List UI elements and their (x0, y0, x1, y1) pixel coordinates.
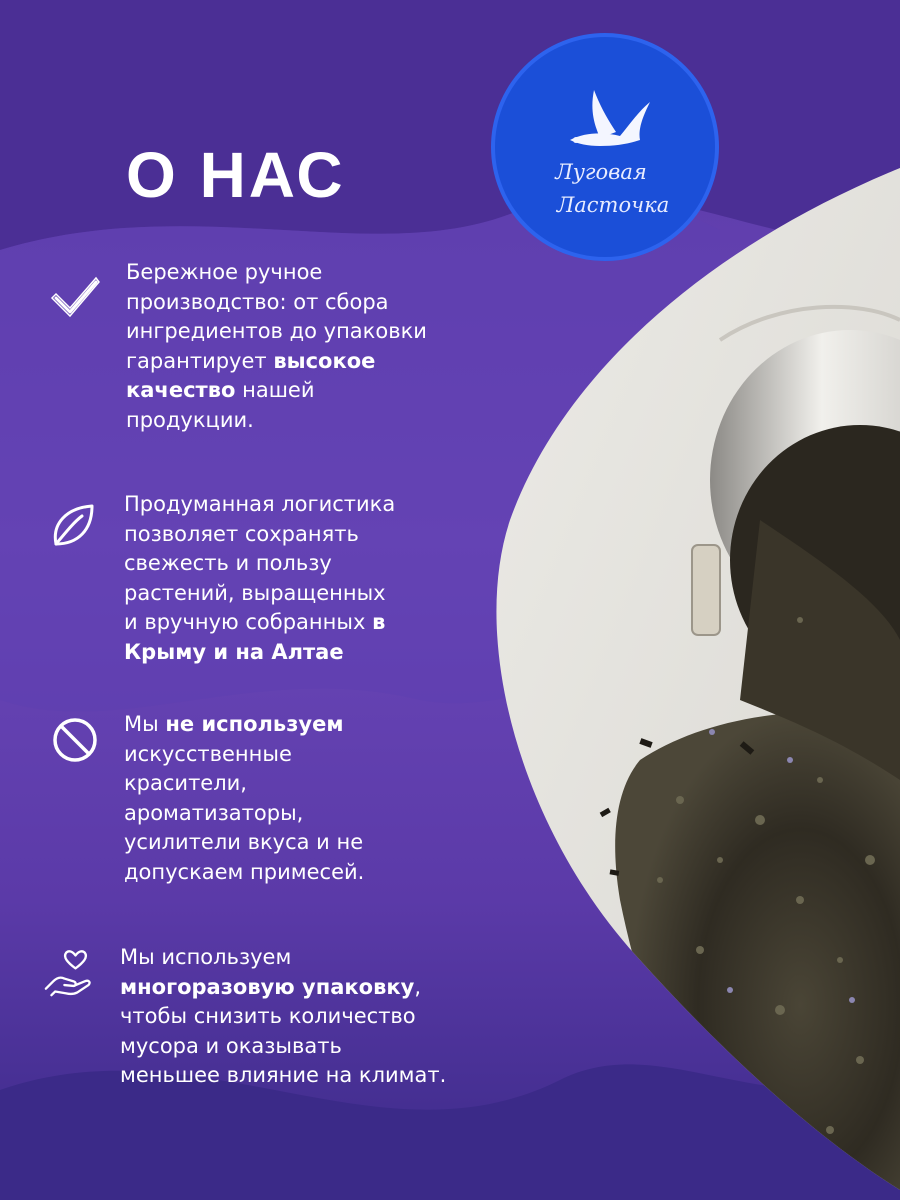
feature-text-line (124, 740, 364, 770)
feature-text-run: ингредиентов до упаковки (126, 319, 427, 343)
feature-text-bold: в (372, 610, 386, 634)
logo-badge (490, 32, 720, 262)
feature-text-line (124, 520, 395, 550)
check-icon (50, 272, 100, 322)
feature-text-bold: многоразовую упаковку (120, 974, 415, 999)
feature-text-run: мусора и оказывать (120, 1033, 342, 1058)
feature-text (120, 943, 446, 1091)
feature-text (126, 258, 427, 435)
feature-text-run: нашей (235, 378, 315, 402)
heart-hand-icon (44, 948, 94, 998)
prohibited-icon (50, 715, 100, 765)
feature-text-run: свежесть и пользу (124, 551, 332, 575)
feature-text-line (124, 769, 364, 799)
feature-text-line (124, 638, 395, 668)
feature-text-line (124, 799, 364, 829)
feature-text-run: усилители вкуса и не (124, 830, 364, 854)
feature-text-run: Мы (124, 712, 166, 736)
feature-text (124, 710, 364, 887)
feature-text-run: Бережное ручное (126, 260, 323, 284)
feature-text-run: меньшее влияние на климат. (120, 1063, 447, 1087)
feature-text-run: и вручную собранных (124, 610, 373, 634)
feature-text-line (124, 608, 395, 638)
feature-text-bold: Крыму и на Алтае (124, 639, 344, 664)
feature-text-line (126, 258, 427, 288)
feature-text-line (126, 347, 427, 377)
feature-text-line (124, 710, 364, 740)
feature-text-line (120, 943, 446, 973)
feature-text-run: , (414, 974, 422, 999)
feature-text-line (120, 973, 446, 1003)
logo-text-line1: Луговая (555, 160, 647, 184)
feature-text (124, 490, 395, 667)
feature-text-line (124, 858, 364, 888)
feature-text-run: искусственные (124, 741, 292, 766)
feature-text-line (124, 490, 395, 520)
feature-text-line (120, 1061, 446, 1091)
feature-text-run: гарантирует (126, 348, 274, 373)
feature-text-run: ароматизаторы, (124, 800, 304, 825)
feature-text-line (126, 288, 427, 318)
brand-logo (490, 32, 720, 262)
feature-text-line (126, 376, 427, 406)
feature-text-run: Продуманная логистика (124, 492, 396, 516)
feature-text-run: красители, (124, 771, 247, 795)
feature-text-line (124, 828, 364, 858)
feature-text-bold: не используем (165, 712, 344, 736)
feature-text-line (124, 549, 395, 579)
feature-text-run: Мы используем (120, 945, 292, 969)
feature-text-line (120, 1032, 446, 1062)
feature-text-run: продукции. (126, 407, 254, 432)
feature-text-bold: качество (126, 378, 236, 402)
leaf-icon (48, 500, 98, 550)
feature-text-run: производство: от сбора (126, 289, 389, 314)
page-title: О НАС (126, 139, 346, 211)
feature-text-run: допускаем примесей. (124, 859, 365, 884)
feature-text-run: чтобы снизить количество (120, 1004, 416, 1028)
feature-text-run: растений, выращенных (124, 580, 386, 605)
feature-text-line (126, 317, 427, 347)
feature-text-bold: высокое (273, 348, 376, 373)
feature-text-run: позволяет сохранять (124, 521, 359, 546)
logo-text-line2: Ласточка (556, 193, 670, 217)
feature-text-line (126, 406, 427, 436)
feature-text-line (124, 579, 395, 609)
feature-text-line (120, 1002, 446, 1032)
